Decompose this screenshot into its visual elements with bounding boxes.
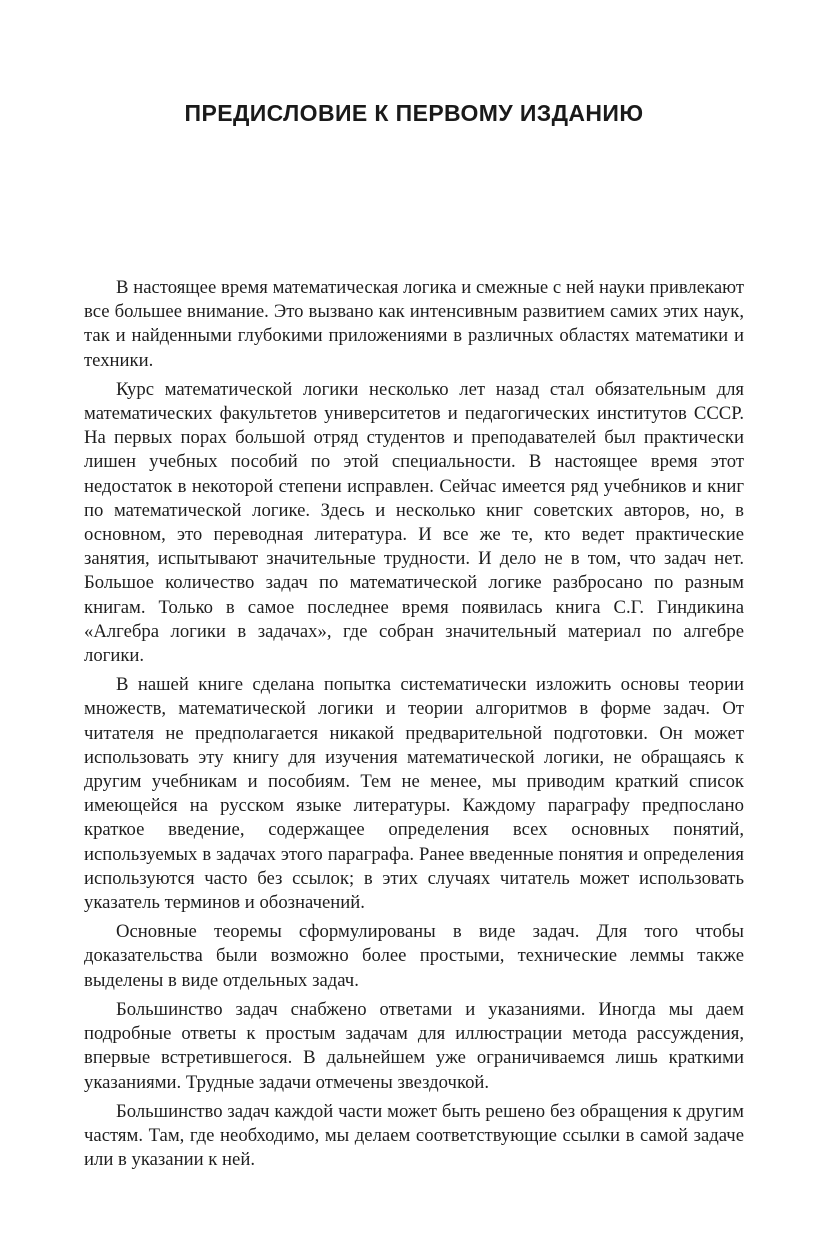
paragraph-5: Большинство задач снабжено ответами и указаниями. Иногда мы даем подробные ответы к простым задачам для иллюстрации метода рассуждения, впервые встретившегося. В дальнейшем уже ограничиваемся лишь краткими указаниями. Трудные задачи отмечены звездочкой. [84,998,744,1093]
page-title: ПРЕДИСЛОВИЕ К ПЕРВОМУ ИЗДАНИЮ [184,100,644,126]
preface-body [84,276,744,1177]
paragraph-4: Основные теоремы сформулированы в виде задач. Для того чтобы доказательства были возможно более простыми, технические леммы также выделены в виде отдельных задач. [84,921,744,991]
paragraph-3: В нашей книге сделана попытка систематически изложить основы теории множеств, математической логики и теории алгоритмов в форме задач. От читателя не предполагается никакой предварительной подготовки. Он может использовать эту книгу для изучения математической логики, не обращаясь к другим учебникам и пособиям. Тем не менее, мы приводим краткий список имеющейся на русском языке литературы. Каждому параграфу предпослано краткое введение, содержащее определения всех основных понятий, используемых в задачах этого параграфа. Ранее введенные понятия и определения используются часто без ссылок; в этих случаях читатель может использовать указатель терминов и обозначений. [84,674,744,914]
paragraph-2: Курс математической логики несколько лет назад стал обязательным для математических факультетов университетов и педагогических институтов СССР. На первых порах большой отряд студентов и преподавателей был практически лишен учебных пособий по этой специальности. В настоящее время этот недостаток в некоторой степени исправлен. Сейчас имеется ряд учебников и книг по математической логике. Здесь и несколько книг советских авторов, но, в основном, это переводная литература. И все же те, кто ведет практические занятия, испытывают значительные трудности. И дело не в том, что задач нет. Большое количество задач по математической логике разбросано по разным книгам. Только в самое последнее время появилась книга С.Г. Гиндикина «Алгебра логики в задачах», где собран значительный материал по алгебре логики. [84,378,744,667]
paragraph-1: В настоящее время математическая логика и смежные с ней науки привлекают все большее внимание. Это вызвано как интенсивным развитием самих этих наук, так и найденными глубокими приложениями в различных областях математики и техники. [84,277,744,371]
paragraph-6: Большинство задач каждой части может быть решено без обращения к другим частям. Там, где необходимо, мы делаем соответствующие ссылки в самой задаче или в указании к ней. [84,1100,744,1171]
